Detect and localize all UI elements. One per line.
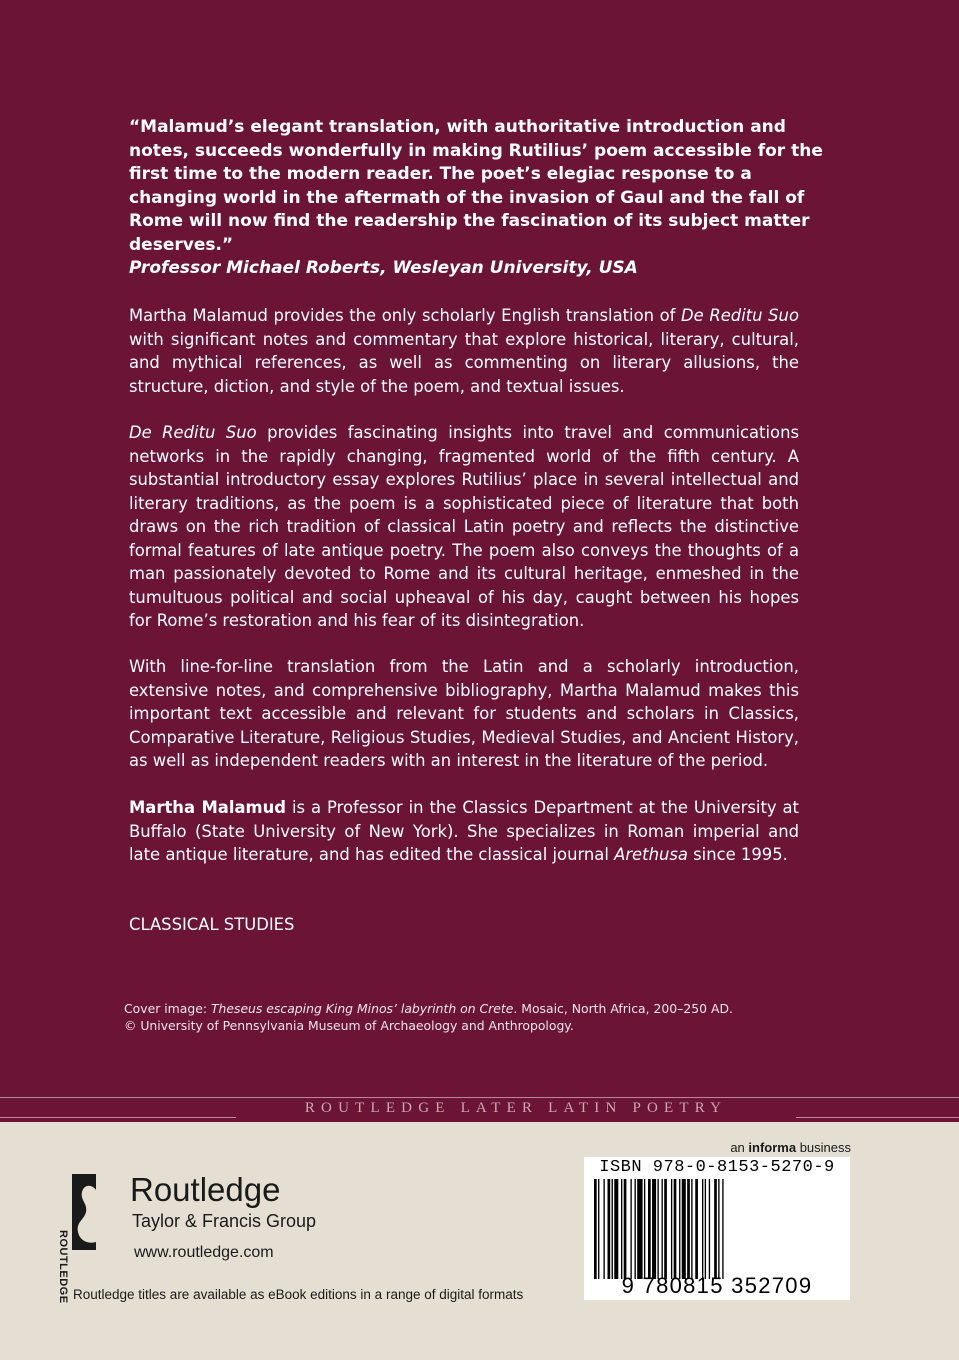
p2-text: provides fascinating insights into travel and communications networks in the rapidly changing, fragmented world of the fifth century. A substantial introductory essay explores Rutilius’ place in several intellectual and literary traditions, as the poem is a sophisticated piece of literature that both draws on the rich tradition of classical Latin poetry and reflects the distinctive formal features of late antique poetry. The poem also conveys the thoughts of a man passionately devoted to Rome and its cultural heritage, enmeshed in the tumultuous political and social upheaval of his day, caught between his hopes for Rome’s restoration and his fear of its disintegration. — [129, 423, 799, 630]
p1-text-a: Martha Malamud provides the only scholarly English translation of — [129, 306, 682, 325]
p1-book-title: De Reditu Suo — [681, 306, 799, 325]
p2-book-title: De Reditu Suo — [129, 423, 257, 442]
bio-text-a: is a Professor in the Classics Department at the University at Buffalo (State University of New York). She specializes in Roman imperial and late antique literature, and has edited the classical journal — [129, 798, 799, 864]
cover-image-credit — [124, 1000, 844, 1034]
subject-category: CLASSICAL STUDIES — [129, 915, 295, 934]
barcode-digits: 9 780815 352709 — [621, 1273, 813, 1298]
journal-title: Arethusa — [614, 845, 688, 864]
credit-artwork-title: Theseus escaping King Minos’ labyrinth on Crete — [210, 1001, 514, 1016]
informa-brand: informa — [748, 1140, 797, 1155]
description-paragraph-1 — [129, 304, 799, 398]
credit-prefix: Cover image: — [124, 1001, 211, 1016]
publisher-name: Routledge — [130, 1171, 281, 1208]
endorsement-text: “Malamud’s elegant translation, with authoritative introduction and notes, succeeds wonderfully in making Rutilius’ poem accessible for the first time to the modern reader. The poet’s elegiac response to a changing world in the aftermath of the invasion of Gaul and the fall of Rome will now find the readership the fascination of its subject matter deserves.” — [129, 117, 823, 255]
informa-tagline — [730, 1140, 851, 1155]
informa-c: business — [796, 1140, 851, 1155]
series-title: ROUTLEDGE LATER LATIN POETRY — [236, 1098, 796, 1118]
isbn-text: ISBN 978-0-8153-5270-9 — [599, 1158, 835, 1177]
description-paragraph-3: With line-for-line translation from the Latin and a scholarly introduction, extensive notes, and comprehensive bibliography, Martha Malamud makes this important text accessible and relevant for students and scholars in Classics, Comparative Literature, Religious Studies, Medieval Studies, and Ancient History, as well as independent readers with an interest in the literature of the period. — [129, 657, 799, 770]
publisher-url[interactable]: www.routledge.com — [134, 1244, 274, 1261]
publisher-group: Taylor & Francis Group — [132, 1211, 317, 1231]
bio-text-b: since 1995. — [687, 845, 788, 864]
credit-copyright: © University of Pennsylvania Museum of Archaeology and Anthropology. — [124, 1018, 574, 1033]
barcode — [584, 1157, 850, 1300]
endorsement-quote — [129, 116, 829, 281]
credit-rest: . Mosaic, North Africa, 200–250 AD. — [513, 1001, 733, 1016]
author-name: Martha Malamud — [129, 798, 286, 817]
ebook-note: Routledge titles are available as eBook editions in a range of digital formats — [73, 1287, 524, 1302]
description-paragraph-2 — [129, 421, 799, 633]
informa-a: an — [730, 1140, 749, 1155]
publisher-footer — [0, 1122, 959, 1360]
p1-text-b: with significant notes and commentary that explore historical, literary, cultural, and mythical references, as well as commenting on literary allusions, the structure, diction, and style of the poem, and textual issues. — [129, 329, 799, 396]
endorsement-attribution: Professor Michael Roberts, Wesleyan University, USA — [129, 258, 638, 278]
author-bio — [129, 796, 799, 867]
logo-vertical-text: ROUTLEDGE — [57, 1230, 69, 1304]
barcode-bars-icon — [592, 1179, 842, 1279]
